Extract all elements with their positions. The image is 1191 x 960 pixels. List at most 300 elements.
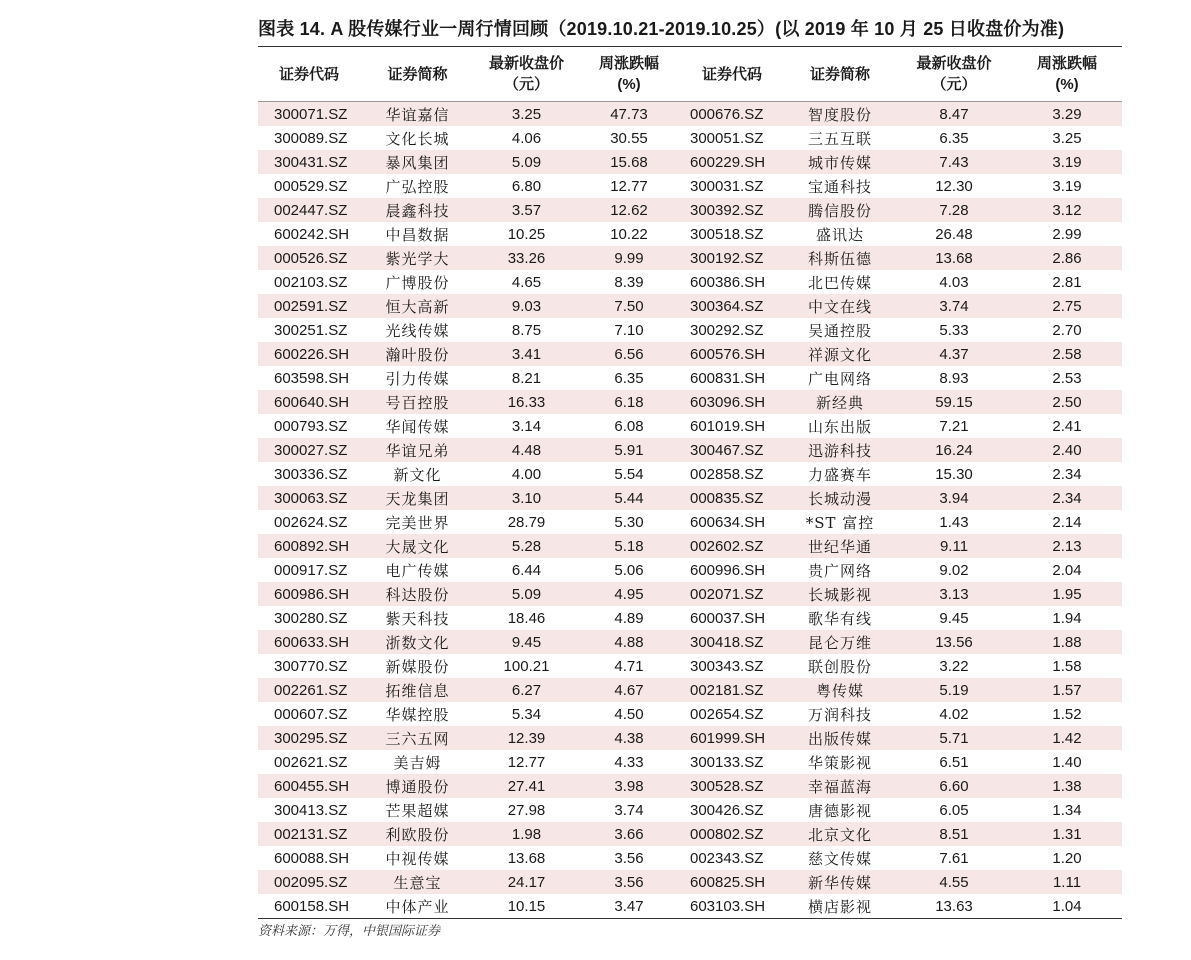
- header-price-right: 最新收盘价 （元）: [896, 47, 1012, 102]
- cell-left-price: 5.34: [511, 705, 542, 723]
- cell-left-name: 完美世界: [385, 513, 450, 532]
- cell-left-code: 300280.SZ: [274, 609, 348, 627]
- cell-left-change: 9.99: [578, 246, 680, 270]
- cell-right-name: 迅游科技: [784, 438, 896, 462]
- cell-left-change: 3.74: [614, 801, 644, 819]
- cell-left-change: 8.39: [614, 273, 644, 291]
- cell-left-price: 5.09: [475, 150, 578, 174]
- cell-right-change: 3.25: [1052, 129, 1082, 147]
- cell-right-name: 宝通科技: [807, 177, 872, 196]
- cell-left-name: 华谊嘉信: [360, 102, 475, 127]
- cell-left-price: 5.28: [475, 534, 578, 558]
- cell-right-code: 002181.SZ: [680, 678, 784, 702]
- table-row: [258, 534, 1122, 558]
- table-row: [258, 390, 1122, 414]
- cell-left-name: 新文化: [393, 465, 442, 484]
- cell-left-change: 4.95: [578, 582, 680, 606]
- cell-right-name: 长城影视: [784, 582, 896, 606]
- cell-left-price: 3.14: [511, 417, 542, 435]
- cell-right-name: 广电网络: [807, 369, 872, 388]
- cell-left-change: 3.66: [578, 822, 680, 846]
- cell-left-change: 3.98: [578, 774, 680, 798]
- cell-right-change: 1.58: [1052, 657, 1082, 675]
- table-row: [258, 798, 1122, 822]
- cell-right-code: 603096.SH: [680, 390, 784, 414]
- cell-left-price: 10.25: [507, 225, 546, 243]
- cell-left-code: 300413.SZ: [274, 801, 348, 819]
- cell-left-price: 28.79: [507, 513, 546, 531]
- cell-right-name: 粤传媒: [784, 678, 896, 702]
- cell-left-change: 3.56: [578, 870, 680, 894]
- cell-right-code: 600996.SH: [690, 561, 766, 579]
- table-row: [258, 654, 1122, 678]
- cell-left-name: 博通股份: [360, 774, 475, 798]
- cell-left-price: 3.25: [475, 102, 578, 127]
- cell-left-name: 科达股份: [360, 582, 475, 606]
- cell-right-price: 26.48: [935, 225, 973, 243]
- cell-right-price: 12.30: [935, 177, 973, 195]
- cell-right-price: 8.93: [939, 369, 969, 387]
- cell-right-price: 7.43: [896, 150, 1012, 174]
- cell-right-change: 2.34: [1052, 465, 1082, 483]
- cell-left-price: 6.27: [475, 678, 578, 702]
- cell-left-price: 4.06: [511, 129, 542, 147]
- cell-left-price: 16.33: [475, 390, 578, 414]
- cell-right-code: 300031.SZ: [690, 177, 764, 195]
- cell-right-code: 002343.SZ: [690, 849, 764, 867]
- table-row: [258, 198, 1122, 222]
- cell-left-price: 8.75: [511, 321, 542, 339]
- header-code-left: 证券代码: [258, 47, 360, 102]
- cell-left-code: 300251.SZ: [274, 321, 348, 339]
- cell-left-change: 5.91: [578, 438, 680, 462]
- cell-left-change: 4.50: [614, 705, 644, 723]
- cell-left-change: 7.10: [614, 321, 644, 339]
- cell-right-price: 59.15: [896, 390, 1012, 414]
- table-row: [258, 486, 1122, 510]
- cell-left-price: 3.10: [475, 486, 578, 510]
- cell-right-change: 3.19: [1052, 177, 1082, 195]
- cell-right-name: 唐德影视: [807, 801, 872, 820]
- cell-right-code: 300426.SZ: [690, 801, 764, 819]
- cell-right-price: 4.37: [896, 342, 1012, 366]
- cell-right-name: 北京文化: [784, 822, 896, 846]
- cell-left-code: 600986.SH: [258, 582, 360, 606]
- cell-left-code: 000917.SZ: [274, 561, 348, 579]
- cell-left-change: 4.88: [578, 630, 680, 654]
- table-row: [258, 150, 1122, 174]
- cell-left-price: 12.77: [507, 753, 546, 771]
- cell-right-change: 2.13: [1012, 534, 1122, 558]
- cell-left-name: 拓维信息: [360, 678, 475, 702]
- cell-left-name: 芒果超媒: [385, 801, 450, 820]
- table-row: [258, 462, 1122, 486]
- cell-right-change: 2.40: [1012, 438, 1122, 462]
- cell-right-price: 7.61: [939, 849, 969, 867]
- cell-left-code: 603598.SH: [274, 369, 350, 387]
- cell-left-change: 5.30: [614, 513, 644, 531]
- cell-right-name: 新经典: [784, 390, 896, 414]
- table-body: [258, 102, 1122, 919]
- cell-left-code: 002621.SZ: [274, 753, 348, 771]
- cell-right-change: 2.04: [1052, 561, 1082, 579]
- cell-right-name: 智度股份: [784, 102, 896, 127]
- header-name-right: 证券简称: [784, 47, 896, 102]
- cell-left-change: 4.89: [614, 609, 644, 627]
- cell-left-change: 15.68: [578, 150, 680, 174]
- cell-right-name: 新华传媒: [784, 870, 896, 894]
- table-row: [258, 558, 1122, 582]
- cell-right-change: 2.81: [1052, 273, 1082, 291]
- cell-left-name: 紫天科技: [385, 609, 450, 628]
- cell-left-price: 27.41: [475, 774, 578, 798]
- cell-right-code: 002071.SZ: [680, 582, 784, 606]
- cell-left-name: 紫光学大: [360, 246, 475, 270]
- cell-right-change: 1.31: [1012, 822, 1122, 846]
- cell-right-name: 贵广网络: [807, 561, 872, 580]
- cell-left-name: 中昌数据: [385, 225, 450, 244]
- cell-left-price: 9.03: [475, 294, 578, 318]
- cell-left-price: 24.17: [475, 870, 578, 894]
- cell-left-name: 中体产业: [385, 897, 450, 916]
- cell-right-name: 科斯伍德: [784, 246, 896, 270]
- cell-right-price: 3.13: [896, 582, 1012, 606]
- table-row: [258, 846, 1122, 870]
- table-row: [258, 246, 1122, 270]
- cell-left-name: 电广传媒: [385, 561, 450, 580]
- cell-left-name: 华谊兄弟: [360, 438, 475, 462]
- cell-left-change: 6.35: [614, 369, 644, 387]
- cell-right-price: 9.02: [939, 561, 969, 579]
- cell-left-change: 7.50: [578, 294, 680, 318]
- cell-left-price: 33.26: [475, 246, 578, 270]
- cell-left-name: 恒大高新: [360, 294, 475, 318]
- cell-right-name: 慈文传媒: [807, 849, 872, 868]
- table-row: [258, 294, 1122, 318]
- cell-left-code: 600633.SH: [258, 630, 360, 654]
- cell-left-change: 3.47: [614, 897, 644, 915]
- cell-left-price: 4.00: [511, 465, 542, 483]
- cell-right-price: 7.21: [939, 417, 969, 435]
- cell-right-code: 000835.SZ: [680, 486, 784, 510]
- cell-right-price: 8.51: [896, 822, 1012, 846]
- cell-left-code: 600088.SH: [274, 849, 350, 867]
- cell-right-name: *ST 富控: [805, 513, 875, 532]
- table-row: [258, 510, 1122, 534]
- cell-right-name: 北巴传媒: [807, 273, 872, 292]
- cell-left-name: 光线传媒: [385, 321, 450, 340]
- table-row: [258, 750, 1122, 774]
- table-row: [258, 870, 1122, 894]
- cell-left-change: 6.18: [578, 390, 680, 414]
- cell-right-price: 3.74: [896, 294, 1012, 318]
- cell-right-code: 300392.SZ: [680, 198, 784, 222]
- cell-right-change: 2.41: [1052, 417, 1082, 435]
- cell-right-code: 300292.SZ: [690, 321, 764, 339]
- cell-left-price: 13.68: [507, 849, 546, 867]
- cell-left-name: 浙数文化: [360, 630, 475, 654]
- table-row: [258, 726, 1122, 750]
- cell-right-code: 002858.SZ: [690, 465, 764, 483]
- cell-right-change: 1.42: [1012, 726, 1122, 750]
- cell-right-code: 000676.SZ: [680, 102, 784, 127]
- cell-left-code: 002591.SZ: [258, 294, 360, 318]
- cell-right-code: 002654.SZ: [690, 705, 764, 723]
- table-row: [258, 678, 1122, 702]
- cell-left-code: 300431.SZ: [258, 150, 360, 174]
- cell-right-code: 300133.SZ: [690, 753, 764, 771]
- stock-table-container: [258, 46, 1122, 919]
- cell-left-name: 新媒股份: [385, 657, 450, 676]
- cell-right-code: 300051.SZ: [690, 129, 764, 147]
- cell-right-code: 300467.SZ: [680, 438, 784, 462]
- cell-right-price: 13.63: [935, 897, 973, 915]
- cell-right-code: 603103.SH: [690, 897, 766, 915]
- cell-left-name: 美吉姆: [393, 753, 442, 772]
- cell-right-change: 1.34: [1052, 801, 1082, 819]
- table-row: [258, 822, 1122, 846]
- cell-right-price: 3.22: [939, 657, 969, 675]
- cell-right-code: 600831.SH: [690, 369, 766, 387]
- table-row: [258, 774, 1122, 798]
- cell-left-name: 生意宝: [360, 870, 475, 894]
- cell-right-code: 002602.SZ: [680, 534, 784, 558]
- cell-left-change: 4.67: [578, 678, 680, 702]
- cell-left-change: 6.56: [578, 342, 680, 366]
- cell-right-change: 1.52: [1052, 705, 1082, 723]
- cell-left-change: 12.77: [610, 177, 648, 195]
- cell-right-price: 5.71: [896, 726, 1012, 750]
- cell-left-name: 引力传媒: [385, 369, 450, 388]
- cell-right-name: 万润科技: [807, 705, 872, 724]
- cell-left-name: 利欧股份: [360, 822, 475, 846]
- cell-right-change: 3.12: [1012, 198, 1122, 222]
- cell-left-name: 瀚叶股份: [360, 342, 475, 366]
- cell-right-code: 300192.SZ: [680, 246, 784, 270]
- table-row: [258, 174, 1122, 198]
- cell-right-code: 600037.SH: [690, 609, 766, 627]
- cell-right-name: 山东出版: [807, 417, 872, 436]
- cell-left-name: 暴风集团: [360, 150, 475, 174]
- cell-right-name: 横店影视: [807, 897, 872, 916]
- cell-right-price: 7.28: [896, 198, 1012, 222]
- cell-left-change: 30.55: [610, 129, 648, 147]
- cell-right-change: 1.04: [1052, 897, 1082, 915]
- cell-left-code: 600892.SH: [258, 534, 360, 558]
- cell-left-price: 6.44: [511, 561, 542, 579]
- cell-left-code: 000793.SZ: [274, 417, 348, 435]
- cell-left-code: 300770.SZ: [274, 657, 348, 675]
- cell-right-change: 1.40: [1052, 753, 1082, 771]
- cell-left-name: 广弘控股: [385, 177, 450, 196]
- table-row: [258, 702, 1122, 726]
- cell-right-change: 2.75: [1012, 294, 1122, 318]
- cell-left-change: 5.54: [614, 465, 644, 483]
- cell-right-change: 1.38: [1012, 774, 1122, 798]
- cell-right-price: 6.35: [939, 129, 969, 147]
- header-price-left: 最新收盘价 （元）: [475, 47, 578, 102]
- cell-right-price: 9.11: [896, 534, 1012, 558]
- cell-right-change: 2.14: [1052, 513, 1082, 531]
- cell-right-change: 2.58: [1012, 342, 1122, 366]
- cell-right-price: 6.60: [896, 774, 1012, 798]
- cell-left-price: 27.98: [507, 801, 546, 819]
- cell-right-change: 2.34: [1012, 486, 1122, 510]
- cell-left-price: 5.09: [475, 582, 578, 606]
- table-row: [258, 270, 1122, 294]
- cell-right-name: 力盛赛车: [807, 465, 872, 484]
- cell-right-name: 祥源文化: [784, 342, 896, 366]
- cell-left-name: 中视传媒: [385, 849, 450, 868]
- cell-right-name: 吴通控股: [807, 321, 872, 340]
- cell-left-price: 4.48: [475, 438, 578, 462]
- cell-left-price: 8.21: [511, 369, 542, 387]
- table-row: [258, 582, 1122, 606]
- header-change-right: 周涨跌幅 (%): [1012, 47, 1122, 102]
- cell-right-name: 昆仑万维: [784, 630, 896, 654]
- cell-right-change: 1.94: [1052, 609, 1082, 627]
- cell-left-code: 600455.SH: [258, 774, 360, 798]
- cell-left-name: 晨鑫科技: [360, 198, 475, 222]
- cell-left-code: 000529.SZ: [274, 177, 348, 195]
- table-row: [258, 342, 1122, 366]
- cell-right-price: 3.94: [896, 486, 1012, 510]
- cell-right-price: 5.33: [939, 321, 969, 339]
- cell-right-name: 世纪华通: [784, 534, 896, 558]
- table-row: [258, 894, 1122, 919]
- cell-right-change: 1.57: [1012, 678, 1122, 702]
- cell-left-price: 3.57: [475, 198, 578, 222]
- cell-right-name: 幸福蓝海: [784, 774, 896, 798]
- source-note: 资料来源：万得，中银国际证券: [258, 924, 441, 939]
- cell-right-code: 601019.SH: [690, 417, 766, 435]
- cell-left-code: 002447.SZ: [258, 198, 360, 222]
- cell-left-name: 文化长城: [385, 129, 450, 148]
- table-row: [258, 630, 1122, 654]
- cell-left-code: 002095.SZ: [258, 870, 360, 894]
- cell-left-name: 华闻传媒: [385, 417, 450, 436]
- cell-left-price: 1.98: [475, 822, 578, 846]
- cell-right-price: 16.24: [896, 438, 1012, 462]
- table-row: [258, 414, 1122, 438]
- cell-left-change: 12.62: [578, 198, 680, 222]
- cell-left-code: 000526.SZ: [258, 246, 360, 270]
- cell-left-code: 600226.SH: [258, 342, 360, 366]
- table-header: [258, 47, 1122, 102]
- cell-right-name: 华策影视: [807, 753, 872, 772]
- cell-left-price: 12.39: [475, 726, 578, 750]
- cell-left-code: 300071.SZ: [258, 102, 360, 127]
- table-row: [258, 318, 1122, 342]
- cell-right-change: 2.86: [1012, 246, 1122, 270]
- cell-right-price: 13.68: [896, 246, 1012, 270]
- cell-right-change: 2.53: [1052, 369, 1082, 387]
- stock-performance-table: [258, 46, 1122, 919]
- cell-left-code: 600158.SH: [274, 897, 350, 915]
- cell-left-price: 6.80: [511, 177, 542, 195]
- table-row: [258, 222, 1122, 246]
- cell-left-code: 300063.SZ: [258, 486, 360, 510]
- cell-right-price: 6.51: [939, 753, 969, 771]
- cell-left-price: 100.21: [503, 657, 550, 675]
- cell-right-price: 15.30: [935, 465, 973, 483]
- cell-left-change: 4.71: [614, 657, 644, 675]
- cell-left-name: 号百控股: [360, 390, 475, 414]
- cell-left-change: 4.38: [578, 726, 680, 750]
- cell-right-code: 600386.SH: [690, 273, 766, 291]
- cell-left-price: 3.41: [475, 342, 578, 366]
- cell-left-code: 002131.SZ: [258, 822, 360, 846]
- cell-right-name: 三五互联: [807, 129, 872, 148]
- cell-left-code: 002624.SZ: [274, 513, 348, 531]
- page-title: 图表 14. A 股传媒行业一周行情回顾（2019.10.21-2019.10.25）(以 2019 年 10 月 25 日收盘价为准): [258, 19, 1065, 39]
- cell-right-change: 1.11: [1012, 870, 1122, 894]
- cell-right-change: 3.29: [1012, 102, 1122, 127]
- cell-left-price: 18.46: [507, 609, 546, 627]
- cell-left-name: 天龙集团: [360, 486, 475, 510]
- cell-left-code: 600640.SH: [258, 390, 360, 414]
- cell-right-change: 1.95: [1012, 582, 1122, 606]
- cell-right-name: 出版传媒: [784, 726, 896, 750]
- cell-left-code: 002103.SZ: [274, 273, 348, 291]
- cell-left-name: 华媒控股: [385, 705, 450, 724]
- cell-left-code: 300089.SZ: [274, 129, 348, 147]
- cell-left-change: 4.33: [614, 753, 644, 771]
- cell-left-name: 大晟文化: [360, 534, 475, 558]
- header-change-left: 周涨跌幅 (%): [578, 47, 680, 102]
- cell-left-name: 三六五网: [360, 726, 475, 750]
- header-code-right: 证券代码: [680, 47, 784, 102]
- cell-left-code: 002261.SZ: [258, 678, 360, 702]
- cell-right-change: 2.99: [1052, 225, 1082, 243]
- cell-right-name: 长城动漫: [784, 486, 896, 510]
- cell-left-code: 300027.SZ: [258, 438, 360, 462]
- table-row: [258, 366, 1122, 390]
- cell-right-price: 13.56: [896, 630, 1012, 654]
- cell-right-name: 城市传媒: [784, 150, 896, 174]
- cell-right-price: 1.43: [939, 513, 969, 531]
- table-row: [258, 126, 1122, 150]
- cell-right-code: 600229.SH: [680, 150, 784, 174]
- cell-right-price: 5.19: [896, 678, 1012, 702]
- cell-right-code: 601999.SH: [680, 726, 784, 750]
- table-row: [258, 102, 1122, 127]
- cell-left-change: 3.56: [614, 849, 644, 867]
- cell-left-change: 6.08: [614, 417, 644, 435]
- cell-left-code: 300336.SZ: [274, 465, 348, 483]
- cell-right-name: 中文在线: [784, 294, 896, 318]
- cell-right-price: 4.02: [939, 705, 969, 723]
- cell-right-code: 300518.SZ: [690, 225, 764, 243]
- cell-left-code: 000607.SZ: [274, 705, 348, 723]
- header-row: [258, 47, 1122, 102]
- cell-right-code: 300343.SZ: [690, 657, 764, 675]
- cell-left-price: 10.15: [507, 897, 546, 915]
- cell-right-change: 1.88: [1012, 630, 1122, 654]
- table-row: [258, 438, 1122, 462]
- cell-right-name: 歌华有线: [807, 609, 872, 628]
- cell-left-code: 300295.SZ: [258, 726, 360, 750]
- cell-right-change: 3.19: [1012, 150, 1122, 174]
- cell-right-code: 600634.SH: [690, 513, 766, 531]
- cell-left-change: 5.18: [578, 534, 680, 558]
- cell-right-name: 联创股份: [807, 657, 872, 676]
- cell-left-price: 9.45: [475, 630, 578, 654]
- cell-right-change: 1.20: [1052, 849, 1082, 867]
- cell-right-change: 2.70: [1052, 321, 1082, 339]
- cell-right-price: 4.55: [896, 870, 1012, 894]
- cell-right-code: 300418.SZ: [680, 630, 784, 654]
